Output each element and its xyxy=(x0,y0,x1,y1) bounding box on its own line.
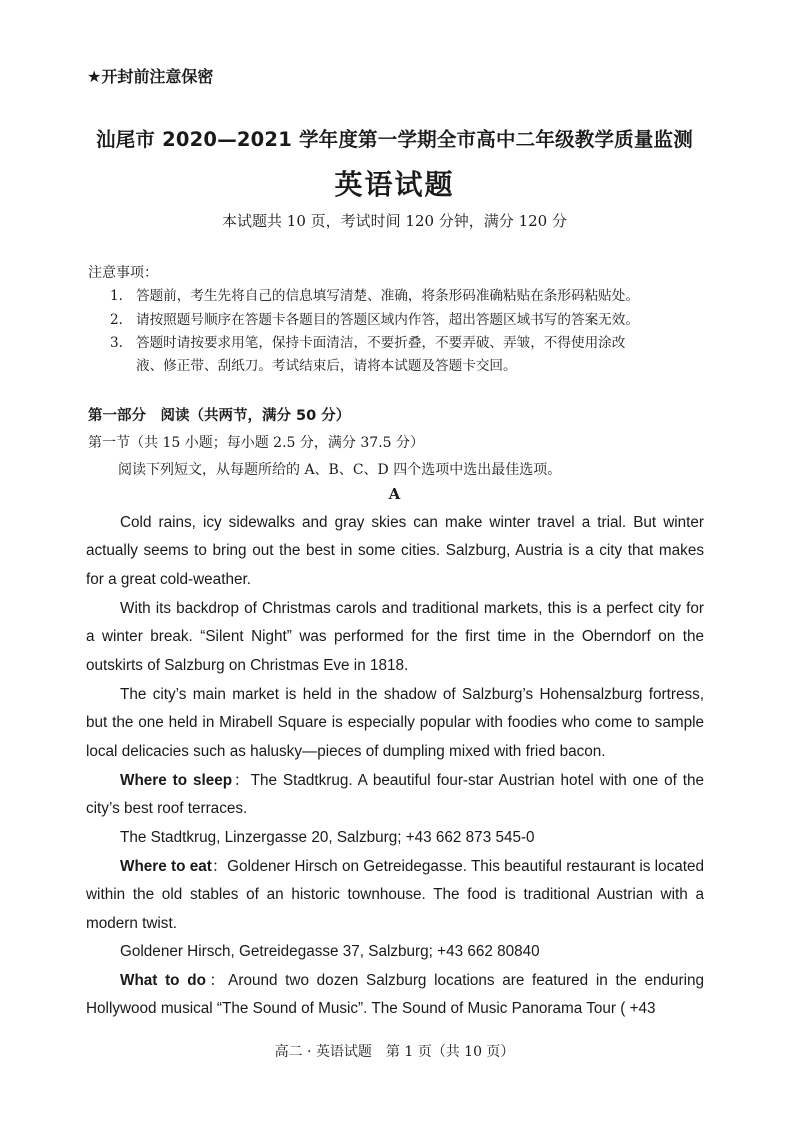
note-number: 2. xyxy=(110,312,123,328)
sleep-paragraph xyxy=(86,767,704,824)
notes-heading: 注意事项： xyxy=(88,265,158,281)
sleep-text: The Stadtkrug. A beautiful four-star Austrian hotel with one of the city’s best roof terraces. xyxy=(86,772,704,818)
note-text: 答题时请按要求用笔，保持卡面清洁，不要折叠，不要弄破、弄皱，不得使用涂改 xyxy=(136,335,626,351)
do-paragraph xyxy=(86,967,704,1024)
eat-contact: Goldener Hirsch, Getreidegasse 37, Salzburg; +43 662 80840 xyxy=(120,943,540,960)
note-item xyxy=(110,332,722,378)
do-separator: ： xyxy=(205,972,229,989)
note-item xyxy=(110,285,722,308)
exam-title: 汕尾市 2020—2021 学年度第一学期全市高中二年级教学质量监测 xyxy=(96,128,693,151)
sleep-separator: ： xyxy=(232,772,251,789)
passage-label: A xyxy=(388,485,401,503)
section-heading: 第一节（共 15 小题；每小题 2.5 分，满分 37.5 分） xyxy=(88,435,424,451)
confidential-notice: ★开封前注意保密 xyxy=(87,67,214,86)
note-text: 请按照题号顺序在答题卡各题目的答题区域内作答，超出答题区域书写的答案无效。 xyxy=(136,312,639,328)
passage-paragraph: The city’s main market is held in the shadow of Salzburg’s Hohensalzburg fortress, but the one held in Mirabell Square is especially popular with foodies who come to sample local delicacies such as halusky—pieces of dumpling mixed with fried bacon. xyxy=(86,686,704,760)
do-text: Around two dozen Salzburg locations are featured in the enduring Hollywood musical “The Sound of Music”. The Sound of Music Panorama Tour ( +43 xyxy=(86,972,704,1018)
eat-paragraph xyxy=(86,853,704,938)
section-instruction: 阅读下列短文，从每题所给的 A、B、C、D 四个选项中选出最佳选项。 xyxy=(118,462,562,478)
eat-label: Where to eat xyxy=(120,858,212,875)
eat-text: Goldener Hirsch on Getreidegasse. This beautiful restaurant is located within the old stables of an historic townhouse. The food is traditional Austrian with a modern twist. xyxy=(86,858,704,932)
passage-paragraph: Cold rains, icy sidewalks and gray skies can make winter travel a trial. But winter actually seems to bring out the best in some cities. Salzburg, Austria is a city that makes for a great cold-weather. xyxy=(86,514,704,588)
note-text: 答题前，考生先将自己的信息填写清楚、准确，将条形码准确粘贴在条形码粘贴处。 xyxy=(136,288,639,304)
note-item xyxy=(110,309,722,332)
passage-paragraph: With its backdrop of Christmas carols and traditional markets, this is a perfect city for a winter break. “Silent Night” was performed for the first time in the Oberndorf on the outskirts of Salzburg on Christmas Eve in 1818. xyxy=(86,600,704,674)
note-number: 3. xyxy=(110,335,123,351)
note-text-continued: 液、修正带、刮纸刀。考试结束后，请将本试题及答题卡交回。 xyxy=(136,358,517,374)
eat-separator: ： xyxy=(211,858,228,875)
part-heading: 第一部分 阅读（共两节，满分 50 分） xyxy=(88,408,351,424)
sleep-contact: The Stadtkrug, Linzergasse 20, Salzburg; +43 662 873 545-0 xyxy=(120,829,535,846)
subject-title: 英语试题 xyxy=(334,168,455,201)
do-label: What to do xyxy=(120,972,206,989)
page-footer: 高二 · 英语试题 第 1 页（共 10 页） xyxy=(274,1044,515,1060)
exam-meta: 本试题共 10 页，考试时间 120 分钟，满分 120 分 xyxy=(222,212,567,230)
note-number: 1. xyxy=(110,288,123,304)
sleep-label: Where to sleep xyxy=(120,772,233,789)
